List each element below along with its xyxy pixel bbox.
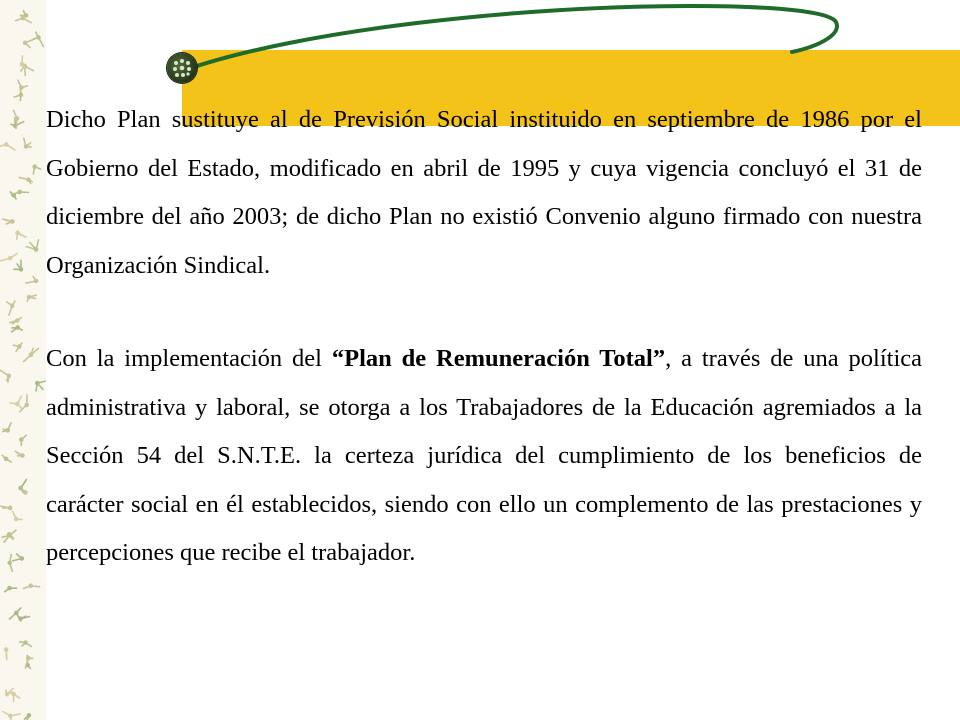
paragraph-plan-implementation: [46, 335, 922, 578]
green-dotted-orb-icon: [167, 53, 197, 83]
paragraph-suffix: , a través de una política administrativa y laboral, se otorga a los Trabajadores de la Educación agremiados a la Sección 54 del S.N.T.E. la certeza jurídica del cumplimiento de los beneficios de carácter social en él establecidos, siendo con ello un complemento de las prestaciones y percepciones que recibe el trabajador.: [46, 345, 922, 566]
paragraph-plan-history: Dicho Plan sustituye al de Previsión Social instituido en septiembre de 1986 por el Gobierno del Estado, modificado en abril de 1995 y cuya vigencia concluyó el 31 de diciembre del año 2003; de dicho Plan no existió Convenio alguno firmado con nuestra Organización Sindical.: [46, 106, 922, 279]
paragraph-prefix: Con la implementación del: [46, 345, 332, 372]
slide-body: [46, 96, 922, 578]
plan-name-emphasis: “Plan de Remuneración Total”: [331, 345, 666, 372]
